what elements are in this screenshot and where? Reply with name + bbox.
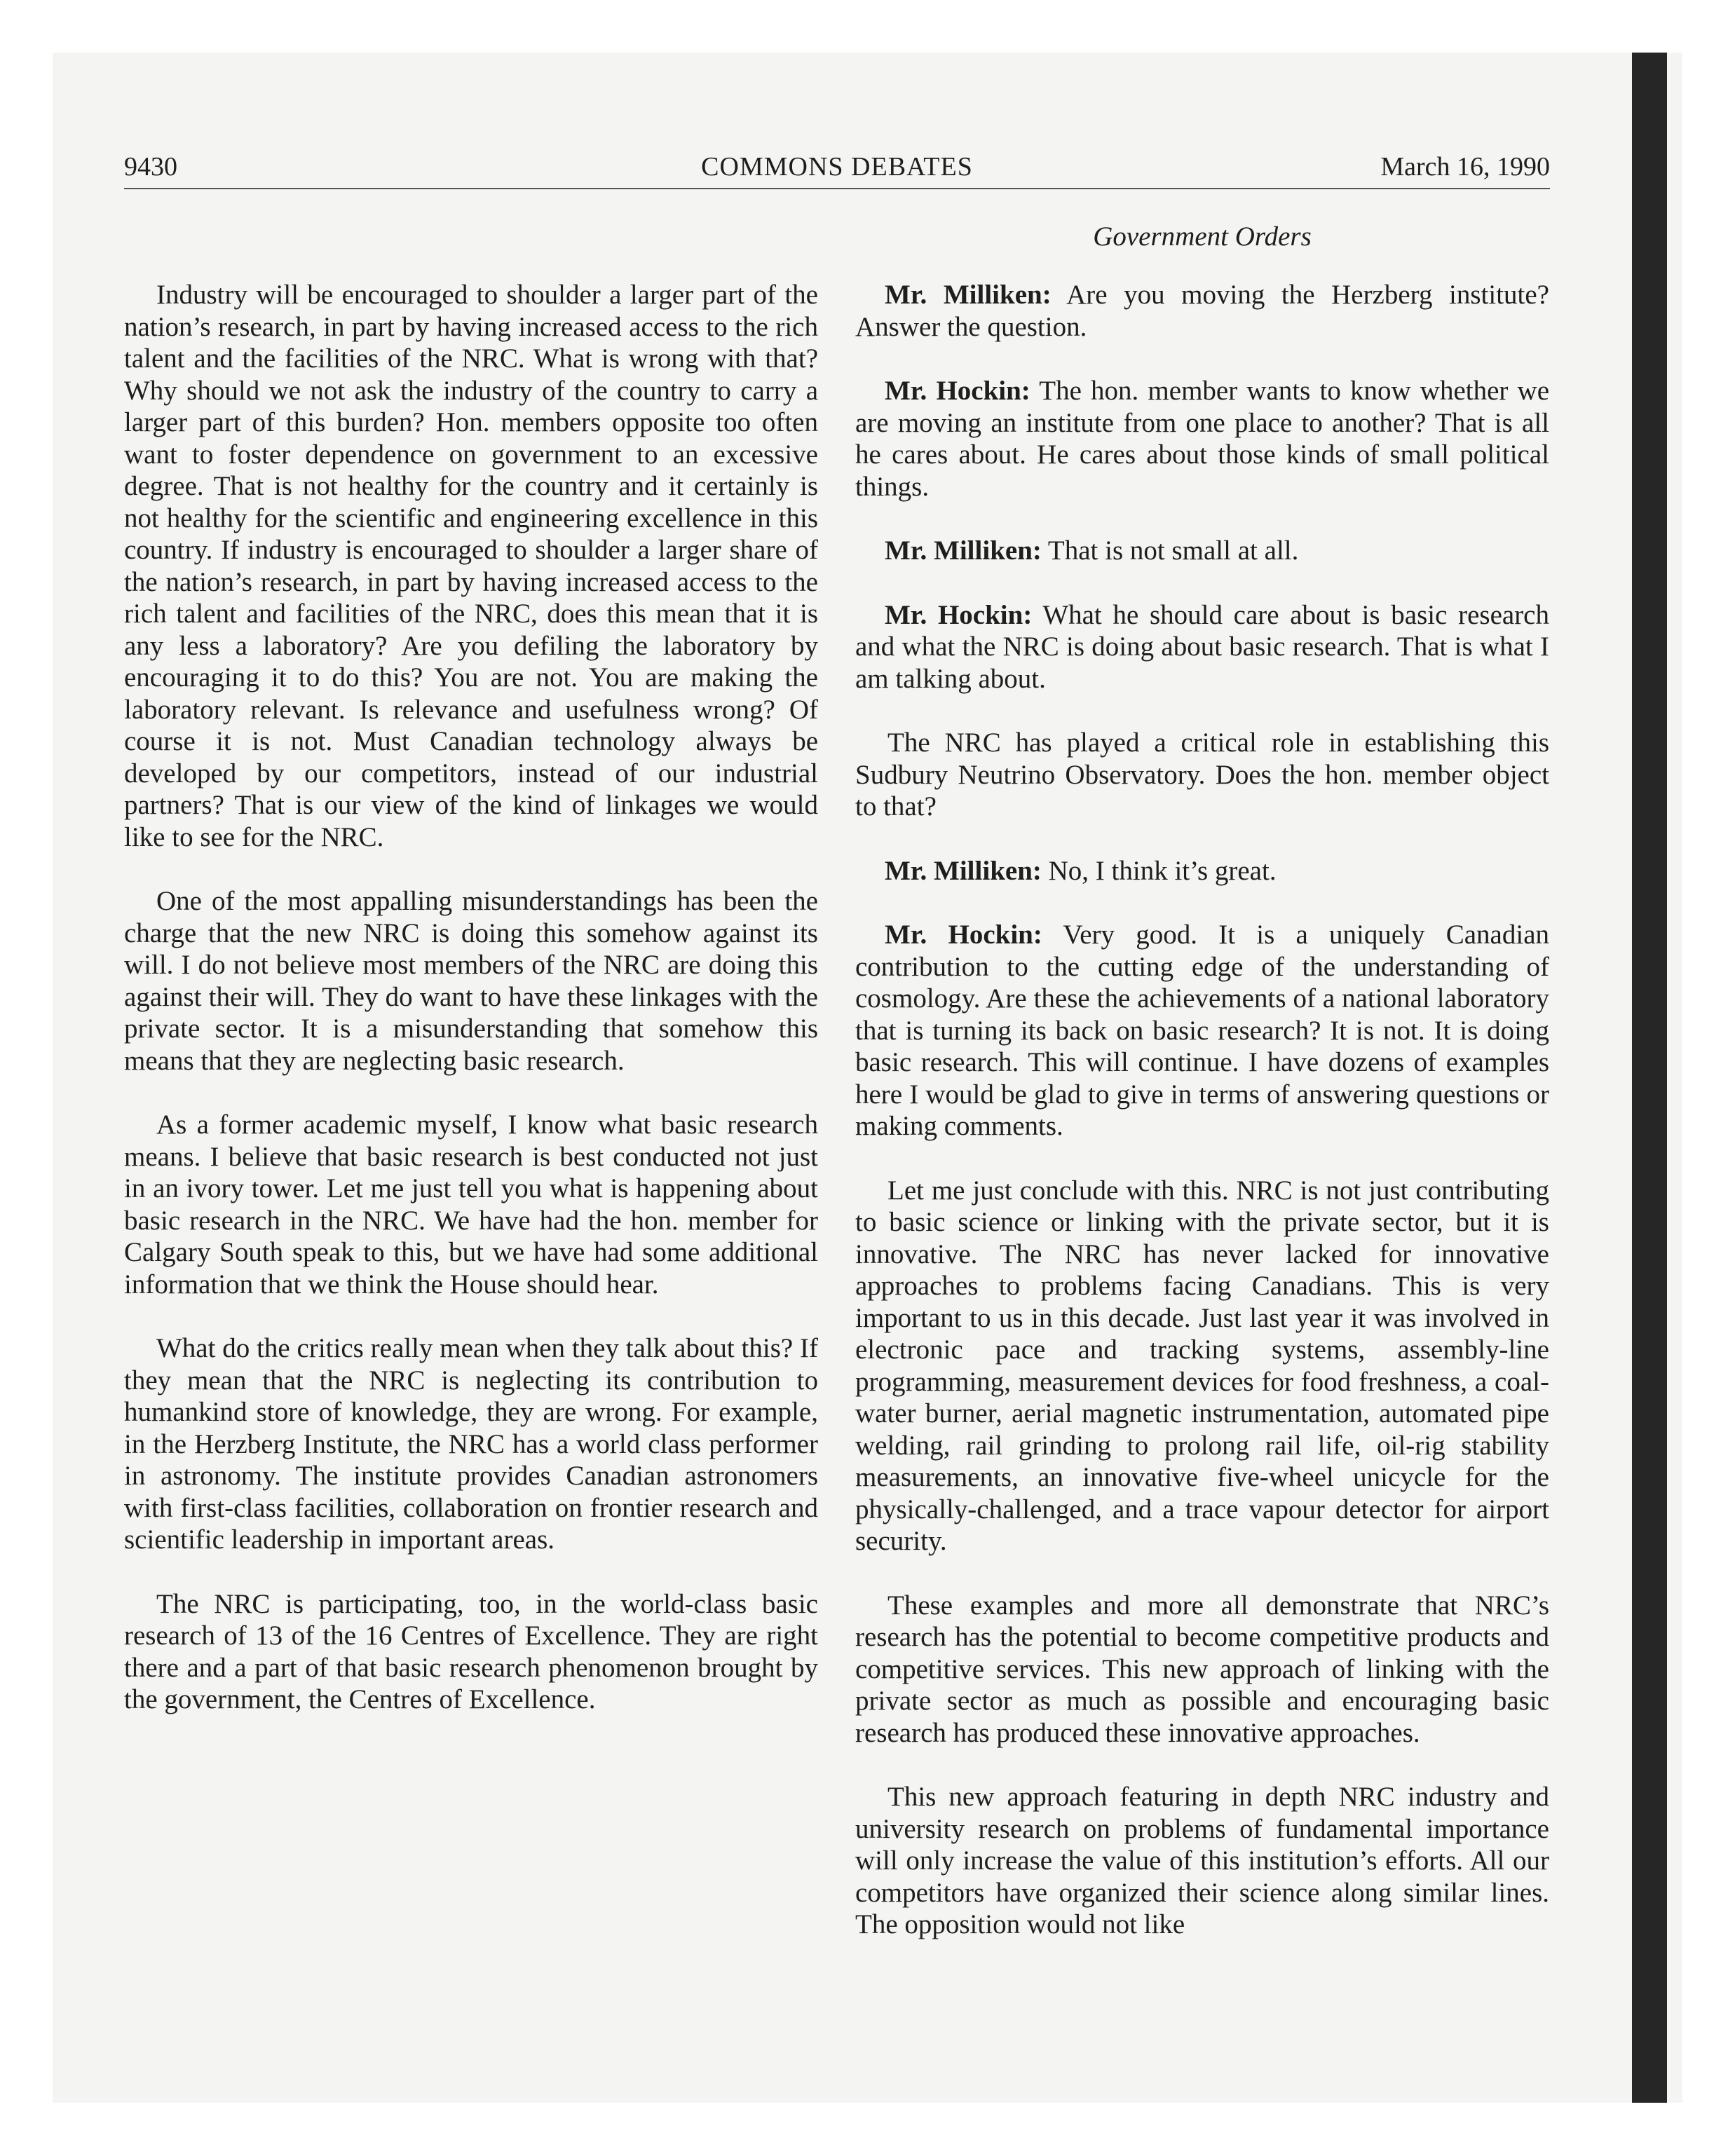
paragraph: The NRC is participating, too, in the world-class basic research of 13 of the 16 Centres of Excellence. They are right there and a part of that basic research phenomenon brought by the government, the Centres of Excellence. (124, 1588, 818, 1714)
speaker-name: Mr. Hockin: (885, 376, 1030, 406)
speech-text: These examples and more all demonstrate that NRC’s research has the potential to become competitive products and competitive services. This new approach of linking with the private sector as much as possible and encouraging basic research has produced these innovative approaches. (855, 1590, 1549, 1748)
speech-paragraph (855, 919, 1549, 1142)
speech-paragraph (855, 375, 1549, 503)
left-column (124, 279, 818, 1748)
speech-text: The hon. member wants to know whether we are moving an institute from one place to another? That is all he cares about. He cares about those kinds of small political things. (855, 376, 1550, 502)
speaker-name: Mr. Hockin: (885, 920, 1042, 950)
issue-date: March 16, 1990 (1380, 152, 1550, 182)
speaker-name: Mr. Milliken: (885, 280, 1052, 310)
speaker-name: Mr. Hockin: (885, 599, 1033, 630)
paragraph: What do the critics really mean when they talk about this? If they mean that the NRC is neglecting its contribution to humankind store of knowledge, they are wrong. For example, in the Herzberg Institute, the NRC has a world class performer in astronomy. The institute provides Canadian astronomers with first-class facilities, collaboration on frontier research and scientific leadership in important areas. (124, 1333, 818, 1555)
speech-text: No, I think it’s great. (1048, 855, 1277, 886)
speech-paragraph (855, 279, 1549, 343)
speech-text: The NRC has played a critical role in establishing this Sudbury Neutrino Observatory. Does the hon. member object to that? (855, 728, 1549, 821)
right-column (855, 279, 1549, 1973)
speech-text: Let me just conclude with this. NRC is not just contributing to basic science or linking with the private sector, but it is innovative. The NRC has never lacked for innovative approaches to problems facing Canadians. This is very important to us in this decade. Just last year it was involved in electronic pace and tracking systems, assembly-line programming, measurement devices for food freshness, a coal-water burner, aerial magnetic instrumentation, automated pipe welding, rail grinding to prolong rail life, oil-rig stability measurements, an innovative five-wheel unicycle for the physically-challenged, and a trace vapour detector for airport security. (855, 1175, 1549, 1556)
speaker-name: Mr. Milliken: (885, 855, 1042, 886)
speech-text: Very good. It is a uniquely Canadian contribution to the cutting edge of the understanding of cosmology. Are these the achievements of a national laboratory that is turning its back on basic research? It is not. It is doing basic research. This will continue. I have dozens of examples here I would be glad to give in terms of answering questions or making comments. (855, 920, 1550, 1141)
speech-text: What he should care about is basic research and what the NRC is doing about basic research. That is what I am talking about. (855, 599, 1549, 694)
page-number: 9430 (124, 152, 177, 182)
scan-edge-shadow (1632, 53, 1667, 2103)
paragraph (855, 727, 1549, 823)
section-title: Government Orders (1093, 221, 1312, 252)
paragraph: As a former academic myself, I know what basic research means. I believe that basic research is best conducted not just in an ivory tower. Let me just tell you what is happening about basic research in the NRC. We have had the hon. member for Calgary South speak to this, but we have had some additional information that we think the House should hear. (124, 1110, 818, 1299)
speech-paragraph (855, 599, 1549, 695)
paragraph (855, 1781, 1549, 1941)
paragraph (855, 1590, 1549, 1749)
speech-text: Are you moving the Herzberg institute? Answer the question. (855, 280, 1549, 342)
speaker-name: Mr. Milliken: (885, 535, 1042, 566)
paragraph (855, 1175, 1549, 1557)
speech-paragraph (855, 855, 1549, 887)
page-header (124, 149, 1550, 189)
paragraph: One of the most appalling misunderstandings has been the charge that the new NRC is doing this somehow against its will. I do not believe most members of the NRC are doing this against their will. They do want to have these linkages with the private sector. It is a misunderstanding that somehow this means that they are neglecting basic research. (124, 886, 818, 1076)
paragraph: Industry will be encouraged to shoulder a larger part of the nation’s research, in part by having increased access to the rich talent and the facilities of the NRC. What is wrong with that? Why should we not ask the industry of the country to carry a larger part of this burden? Hon. members opposite too often want to foster dependence on government to an excessive degree. That is not healthy for the country and it certainly is not healthy for the scientific and engineering excellence in this country. If industry is encouraged to shoulder a larger share of the nation’s research, in part by having increased access to the rich talent and facilities of the NRC, does this mean that it is any less a laboratory? Are you defiling the laboratory by encouraging it to do this? You are not. You are making the laboratory relevant. Is relevance and usefulness wrong? Of course it is not. Must Canadian technology always be developed by our competitors, instead of our industrial partners? That is our view of the kind of linkages we would like to see for the NRC. (124, 280, 818, 852)
speech-paragraph (855, 535, 1549, 567)
speech-text: This new approach featuring in depth NRC industry and university research on problems of fundamental importance will only increase the value of this institution’s efforts. All our competitors have organized their science along similar lines. The opposition would not like (855, 1782, 1549, 1939)
speech-text: That is not small at all. (1047, 535, 1299, 566)
journal-title: COMMONS DEBATES (701, 152, 973, 182)
